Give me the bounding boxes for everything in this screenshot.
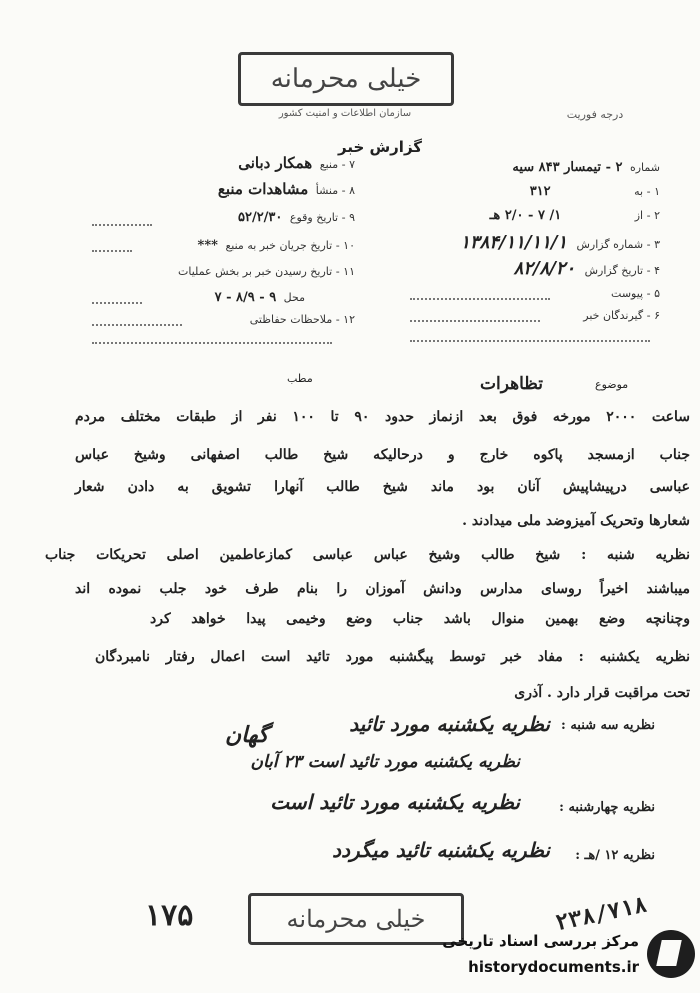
note-handwritten-tuesday: نظریه یکشنبه مورد تائید bbox=[349, 712, 550, 736]
classification-stamp-top: خیلی محرمانه bbox=[238, 52, 454, 106]
field-report-date-label: ۴ - تاریخ گزارش bbox=[584, 264, 660, 277]
handwritten-number: ۱۷۵ bbox=[145, 898, 194, 933]
body-line: نظریه شنبه : شیخ طالب وشیخ عباس عباسی کمازعاطمین اصلی تحریکات جناب bbox=[45, 547, 690, 563]
dotted-line bbox=[410, 320, 540, 322]
field-from-value: ۱/ ۷ - ۲/۰ هـ bbox=[489, 208, 562, 223]
body-line: تحت مراقبت قرار دارد . آذری bbox=[514, 685, 690, 701]
field-location-label: محل bbox=[283, 291, 305, 304]
field-source-flow-date bbox=[198, 238, 355, 253]
field-source-value: همکار دبانی bbox=[238, 154, 313, 172]
field-origin-label: ۸ - منشأ bbox=[315, 184, 355, 197]
field-recipients bbox=[579, 308, 660, 323]
field-event-date-label: ۹ - تاریخ وقوع bbox=[289, 211, 355, 224]
field-number-label: شماره bbox=[629, 161, 660, 174]
field-report-date bbox=[514, 258, 660, 279]
corner-number: ۲۳۸/۷۱۸ bbox=[553, 892, 650, 937]
classification-stamp-bottom: خیلی محرمانه bbox=[248, 893, 464, 945]
field-source-flow-date-value: *** bbox=[197, 238, 218, 253]
field-number-value: ۲ - تیمسار ۸۴۳ سیه bbox=[512, 160, 623, 175]
dotted-line bbox=[410, 340, 650, 342]
field-attachment bbox=[607, 286, 660, 301]
organization-line: سازمان اطلاعات و امنیت کشور bbox=[278, 108, 412, 119]
report-title: گزارش خبر bbox=[337, 138, 423, 156]
field-number bbox=[512, 160, 660, 175]
field-location-value: ۹ - ۸/۹ - ۷ bbox=[214, 290, 277, 305]
field-source bbox=[238, 154, 355, 172]
field-event-date-value: ۵۲/۲/۳۰ bbox=[237, 210, 283, 225]
field-to-label: ۱ - به bbox=[634, 185, 660, 198]
note-handwritten-wednesday: نظریه یکشنبه مورد تائید است bbox=[270, 790, 520, 814]
note-label-tuesday: نظریه سه شنبه : bbox=[561, 718, 655, 733]
note-signature-tuesday: گهان bbox=[225, 722, 269, 748]
note-label-twelve: نظریه ۱۲ /هـ : bbox=[575, 848, 655, 863]
field-attachment-label: ۵ - پیوست bbox=[611, 287, 660, 300]
subject-label: موضوع bbox=[595, 378, 629, 391]
field-arrival-date bbox=[174, 264, 355, 279]
field-from-label: ۲ - از bbox=[634, 209, 660, 222]
field-location bbox=[215, 290, 305, 305]
note-handwritten-tuesday-line2: نظریه یکشنبه مورد تائید است ۲۳ آبان bbox=[250, 752, 520, 772]
field-origin bbox=[218, 180, 355, 198]
field-report-date-value: ۸۲/۸/۲۰ bbox=[513, 258, 576, 279]
dotted-line bbox=[410, 298, 550, 300]
priority-label: درجه فوریت bbox=[566, 108, 624, 121]
body-line: وچنانچه وضع بهمین منوال باشد جناب وضع وخیمی پیدا خواهد کرد bbox=[150, 611, 690, 627]
field-to-value: ۳۱۲ bbox=[529, 184, 551, 199]
dotted-line bbox=[92, 324, 182, 326]
field-origin-value: مشاهدات منبع bbox=[217, 180, 309, 198]
subject-side-mark: مطب bbox=[287, 372, 313, 385]
field-to bbox=[530, 184, 660, 199]
field-source-flow-date-label: ۱۰ - تاریخ جریان خبر به منبع bbox=[225, 239, 355, 252]
dotted-line bbox=[92, 302, 142, 304]
body-line: شعارها وتحریک آمیزوضد ملی میدادند . bbox=[462, 513, 690, 529]
field-from bbox=[490, 208, 660, 223]
subject-value: تظاهرات bbox=[480, 374, 543, 394]
field-report-number-value: ۱۳۸۴/۱۱/۱۱/۱ bbox=[460, 232, 567, 253]
watermark-url: historydocuments.ir bbox=[468, 958, 639, 976]
watermark bbox=[442, 928, 695, 986]
body-line: میباشند اخیراً روسای مدارس ودانش آموزان را بنام طرف خود جلب نموده اند bbox=[75, 581, 690, 597]
body-line: نظریه یکشنبه : مفاد خبر توسط پیگشنبه مورد تائید است اعمال رفتار نامبردگان bbox=[95, 649, 690, 665]
history-documents-logo-icon bbox=[647, 930, 695, 978]
field-report-number-label: ۳ - شماره گزارش bbox=[576, 238, 660, 251]
body-line: عباسی درپیشاپیش آنان بود ماند شیخ طالب آنهارا تشویق به دادن شعار bbox=[75, 479, 690, 495]
field-recipients-label: ۶ - گیرندگان خبر bbox=[583, 309, 660, 322]
note-handwritten-twelve: نظریه یکشنبه تائید میگردد bbox=[332, 838, 550, 862]
field-arrival-date-label: ۱۱ - تاریخ رسیدن خبر بر بخش عملیات bbox=[178, 265, 355, 278]
body-line: ساعت ۲۰۰۰ مورخه فوق بعد ازنماز حدود ۹۰ تا ۱۰۰ نفر از طبقات مختلف مردم bbox=[75, 409, 690, 425]
watermark-text: مرکز بررسی اسناد تاریخی bbox=[442, 932, 639, 950]
field-report-number bbox=[460, 232, 660, 253]
body-line: جناب ازمسجد پاکوه خارج و درحالیکه شیخ طالب اصفهانی وشیخ عباس bbox=[75, 447, 690, 463]
dotted-line bbox=[92, 342, 332, 344]
field-security-notes bbox=[246, 312, 355, 327]
note-label-wednesday: نظریه چهارشنبه : bbox=[559, 800, 655, 815]
dotted-line bbox=[92, 250, 132, 252]
field-source-label: ۷ - منبع bbox=[319, 158, 355, 171]
dotted-line bbox=[92, 224, 152, 226]
field-event-date bbox=[238, 210, 355, 225]
field-security-notes-label: ۱۲ - ملاحظات حفاظتی bbox=[249, 313, 355, 326]
